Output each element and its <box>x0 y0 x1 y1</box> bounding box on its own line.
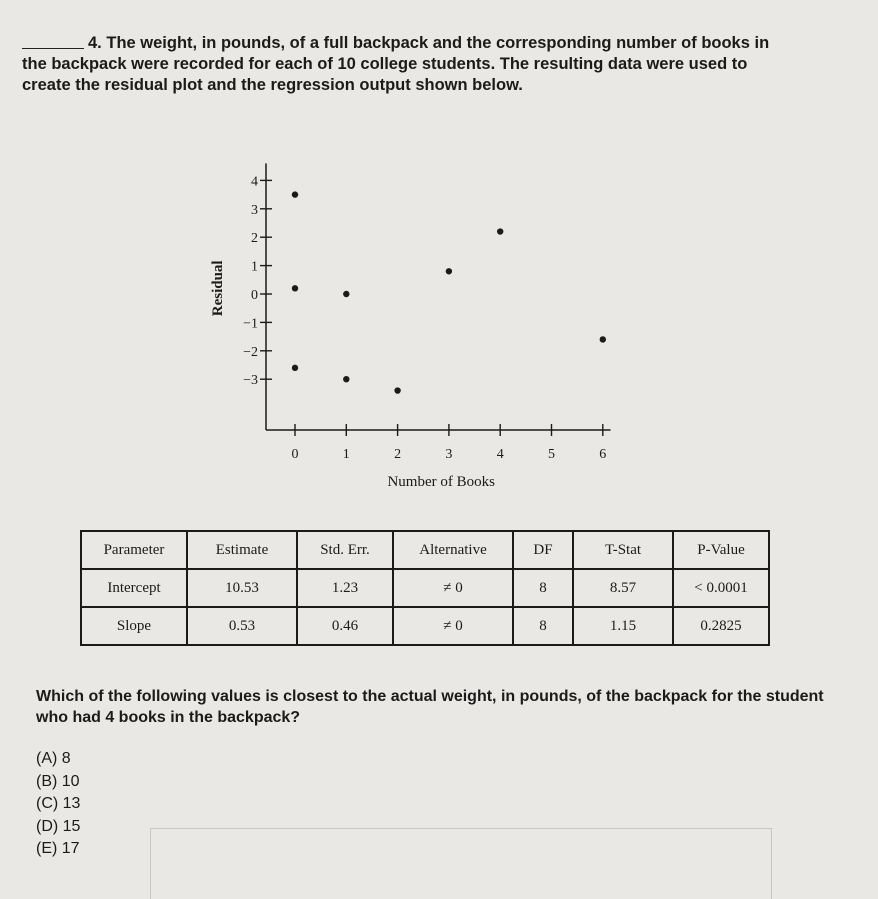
data-point <box>343 376 349 382</box>
y-axis-label: Residual <box>210 260 226 317</box>
data-point <box>600 336 606 342</box>
table-cell: Intercept <box>81 569 187 607</box>
choice-e[interactable]: (E) 17 <box>36 840 80 857</box>
table-cell: 8 <box>513 569 573 607</box>
table-cell: ≠ 0 <box>393 607 513 645</box>
table-cell: < 0.0001 <box>673 569 769 607</box>
table-row <box>81 569 769 607</box>
table-cell: 1.15 <box>573 607 673 645</box>
data-point <box>292 285 298 291</box>
choice-c[interactable]: (C) 13 <box>36 795 81 812</box>
x-tick-label: 3 <box>445 447 453 462</box>
header-cell: Alternative <box>393 531 513 569</box>
table-cell: 8.57 <box>573 569 673 607</box>
x-tick-label: 4 <box>496 447 504 462</box>
y-tick-label: −1 <box>243 316 258 332</box>
y-tick-label: 2 <box>251 231 258 247</box>
x-tick-label: 5 <box>548 447 555 462</box>
header-cell: T-Stat <box>573 531 673 569</box>
y-tick-label: 0 <box>251 288 258 303</box>
y-tick-label: 1 <box>251 259 258 275</box>
data-point <box>394 387 400 393</box>
data-point <box>497 228 503 234</box>
table-row <box>81 607 769 645</box>
header-cell: Estimate <box>187 531 297 569</box>
header-cell: DF <box>513 531 573 569</box>
question-text: Which of the following values is closest to the actual weight, in pounds, of the backpack for the student who had 4 books in the backpack? <box>36 688 824 726</box>
y-tick-label: −2 <box>243 344 258 360</box>
y-tick-label: 4 <box>251 174 258 190</box>
choice-d[interactable]: (D) 15 <box>36 817 81 835</box>
table-cell: 0.53 <box>187 607 297 645</box>
intro-text: The weight, in pounds, of a full backpack and the corresponding number of books in the backpack were recorded for each of 10 college students. The resulting data were used to create the residual plot and the regression output shown below. <box>22 34 770 94</box>
x-tick-label: 6 <box>599 447 607 462</box>
table-cell: ≠ 0 <box>393 569 513 607</box>
question-number: 4. <box>88 34 102 52</box>
header-cell: Std. Err. <box>297 531 393 569</box>
table-cell: 0.2825 <box>673 607 769 645</box>
choice-b[interactable]: (B) 10 <box>36 772 80 790</box>
header-cell: Parameter <box>81 531 187 569</box>
y-tick-label: −3 <box>243 373 258 389</box>
table-cell: 8 <box>513 607 573 645</box>
y-tick-label: 3 <box>251 202 258 218</box>
choice-a[interactable]: (A) 8 <box>36 750 71 767</box>
data-point <box>292 191 298 197</box>
data-point <box>292 365 298 371</box>
x-tick-label: 2 <box>394 447 402 462</box>
table-cell: 1.23 <box>297 569 393 607</box>
table-cell: 0.46 <box>297 607 393 645</box>
x-tick-label: 1 <box>342 447 350 462</box>
header-cell: P-Value <box>673 531 769 569</box>
table-cell: Slope <box>81 607 187 645</box>
table-cell: 10.53 <box>187 569 297 607</box>
x-tick-label: 0 <box>291 447 299 462</box>
x-axis-label: Number of Books <box>387 474 495 490</box>
data-point <box>446 268 452 274</box>
answer-choices <box>36 748 80 861</box>
table-header-row <box>81 531 769 569</box>
faint-bleed-through-box <box>150 828 772 899</box>
regression-output-table <box>80 530 770 646</box>
data-point <box>343 291 349 297</box>
